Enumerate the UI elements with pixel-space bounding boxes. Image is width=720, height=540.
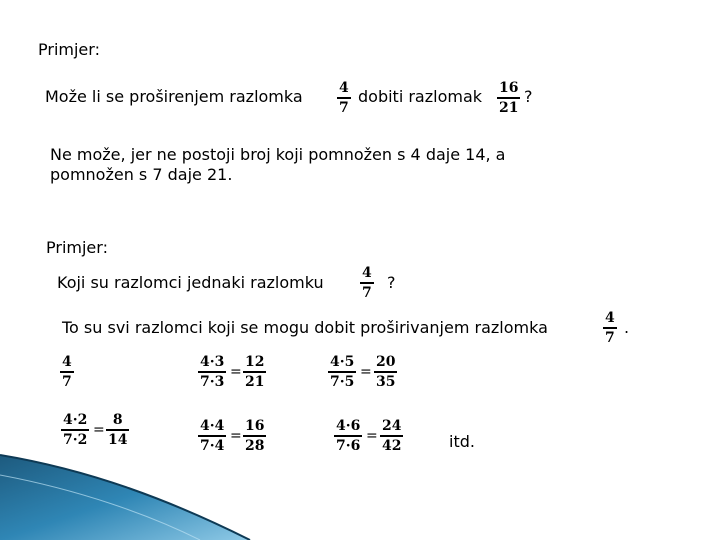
fraction-numerator: 4·4 xyxy=(200,418,225,434)
equals-sign: = xyxy=(93,422,105,438)
expansion-lhs-fraction xyxy=(334,418,362,454)
fraction-numerator: 16 xyxy=(245,418,265,434)
expansion-rhs-fraction xyxy=(106,412,129,448)
expansion-lhs-fraction xyxy=(61,412,89,448)
fraction-denominator: 7·2 xyxy=(63,431,88,448)
example2-statement-period: . xyxy=(624,318,630,337)
fraction-denominator: 7 xyxy=(339,99,349,116)
fraction-bar xyxy=(360,282,374,284)
expansion-rhs-fraction xyxy=(380,418,403,454)
example1-answer-line1: Ne može, jer ne postoji broj koji pomnožen s 4 daje 14, a xyxy=(50,145,506,164)
fraction-numerator: 4 xyxy=(62,354,72,370)
fraction-numerator: 20 xyxy=(376,354,396,370)
etc-text: itd. xyxy=(449,432,475,451)
example1-question-part2: dobiti razlomak xyxy=(358,87,483,106)
fraction-bar xyxy=(198,435,226,437)
fraction-numerator: 4 xyxy=(339,80,349,96)
expansion-lhs-fraction xyxy=(198,418,226,454)
fraction-numerator: 16 xyxy=(499,80,519,96)
fraction-bar xyxy=(60,371,74,373)
fraction-denominator: 7·3 xyxy=(200,373,225,390)
expansion-rhs-fraction xyxy=(243,418,266,454)
example1-question-mark: ? xyxy=(524,87,533,106)
fraction-numerator: 4 xyxy=(605,310,615,326)
fraction-numerator: 24 xyxy=(382,418,402,434)
fraction-4-7 xyxy=(360,265,374,301)
fraction-denominator: 14 xyxy=(108,431,128,448)
fraction-bar xyxy=(497,97,520,99)
fraction-denominator: 7 xyxy=(362,284,372,301)
fraction-numerator: 4·5 xyxy=(330,354,355,370)
fraction-denominator: 42 xyxy=(382,437,402,454)
fraction-numerator: 4·2 xyxy=(63,412,88,428)
fraction-16-21 xyxy=(497,80,520,116)
fraction-bar xyxy=(380,435,403,437)
fraction-denominator: 28 xyxy=(245,437,265,454)
fraction-numerator: 8 xyxy=(112,412,123,428)
fraction-denominator: 7·5 xyxy=(330,373,355,390)
example1-label: Primjer: xyxy=(38,40,100,59)
equals-sign: = xyxy=(366,428,378,444)
fraction-numerator: 12 xyxy=(245,354,265,370)
fraction-denominator: 7·6 xyxy=(336,437,361,454)
fraction-bar xyxy=(198,371,226,373)
fraction-numerator: 4·6 xyxy=(336,418,361,434)
fraction-4-7 xyxy=(337,80,351,116)
fraction-bar xyxy=(337,97,351,99)
fraction-denominator: 7 xyxy=(62,373,72,390)
fraction-denominator: 35 xyxy=(376,373,396,390)
base-fraction-4-7 xyxy=(60,354,74,390)
fraction-denominator: 7·4 xyxy=(200,437,225,454)
expansion-lhs-fraction xyxy=(198,354,226,390)
fraction-bar xyxy=(61,429,89,431)
example2-question: Koji su razlomci jednaki razlomku xyxy=(57,273,324,292)
fraction-bar xyxy=(334,435,362,437)
fraction-bar xyxy=(106,429,129,431)
fraction-numerator: 4·3 xyxy=(200,354,225,370)
example1-answer-line2: pomnožen s 7 daje 21. xyxy=(50,165,233,184)
fraction-bar xyxy=(603,327,617,329)
fraction-bar xyxy=(243,371,266,373)
example2-label: Primjer: xyxy=(46,238,108,257)
example2-statement: To su svi razlomci koji se mogu dobit proširivanjem razlomka xyxy=(62,318,548,337)
equals-sign: = xyxy=(360,364,372,380)
example2-question-mark: ? xyxy=(387,273,396,292)
fraction-numerator: 4 xyxy=(362,265,372,281)
fraction-denominator: 21 xyxy=(499,99,519,116)
equals-sign: = xyxy=(230,428,242,444)
example1-question-part1: Može li se proširenjem razlomka xyxy=(45,87,303,106)
fraction-denominator: 21 xyxy=(245,373,265,390)
fraction-bar xyxy=(328,371,356,373)
fraction-bar xyxy=(374,371,397,373)
expansion-lhs-fraction xyxy=(328,354,356,390)
equals-sign: = xyxy=(230,364,242,380)
expansion-rhs-fraction xyxy=(243,354,266,390)
fraction-4-7 xyxy=(603,310,617,346)
expansion-rhs-fraction xyxy=(374,354,397,390)
fraction-denominator: 7 xyxy=(605,329,615,346)
fraction-bar xyxy=(243,435,266,437)
